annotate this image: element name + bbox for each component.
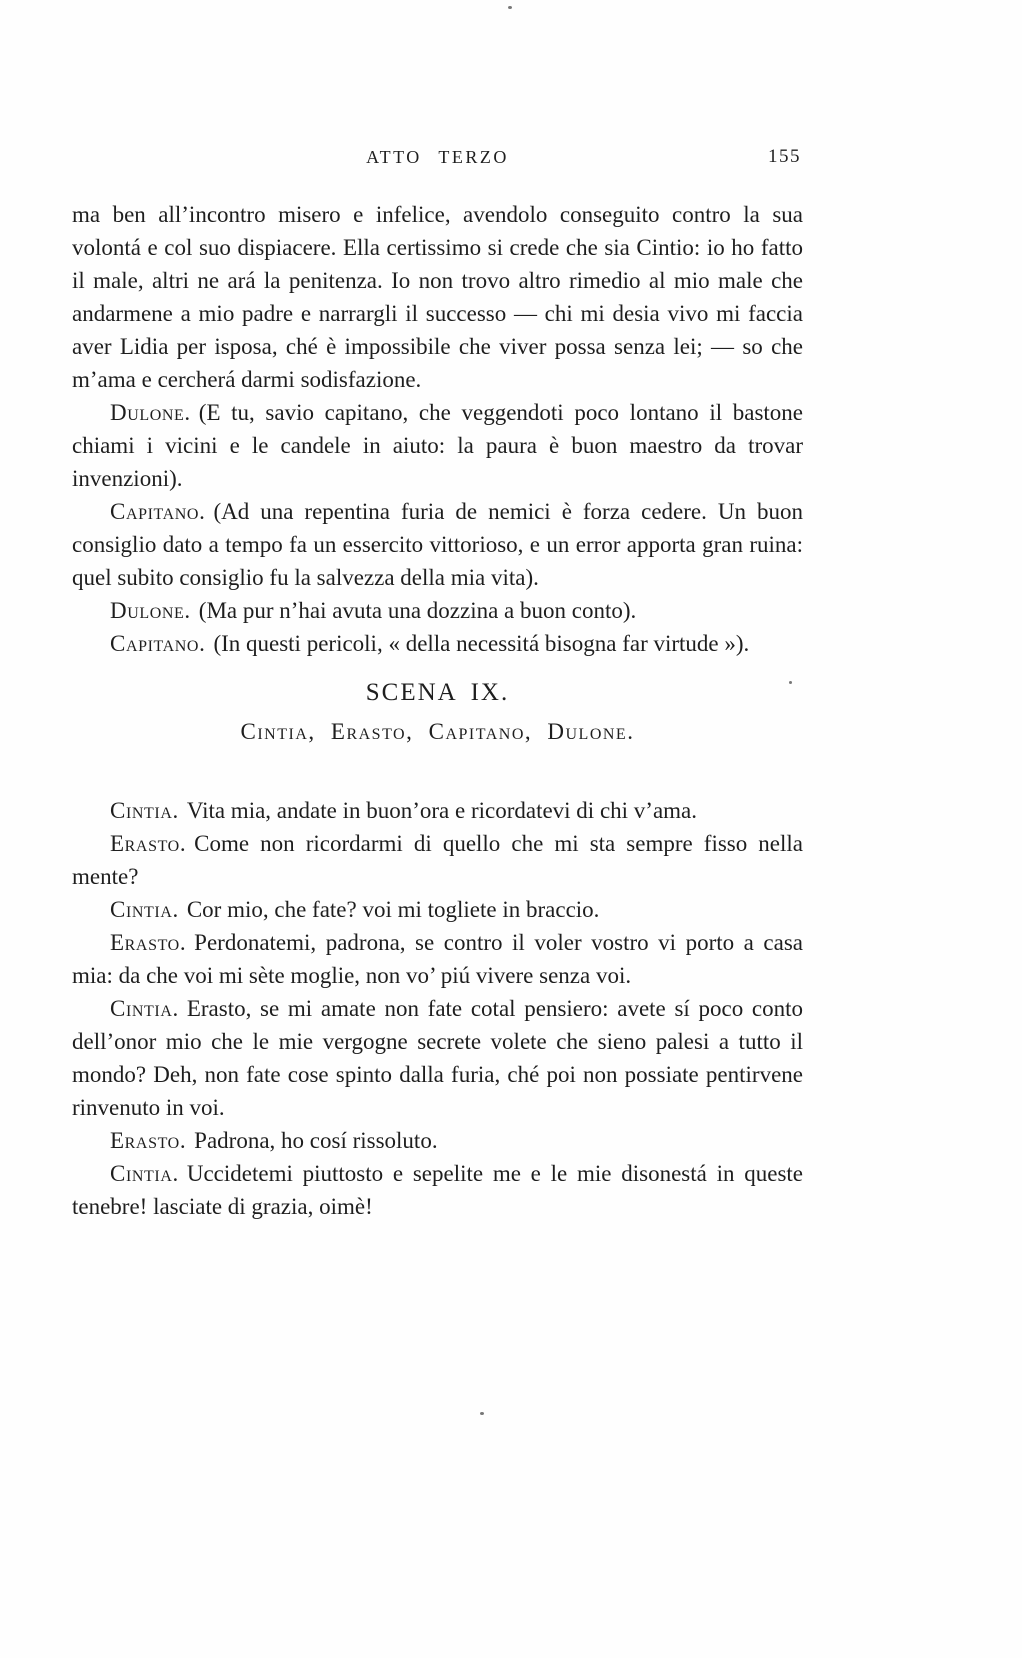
dialogue-paragraph bbox=[72, 627, 803, 660]
speech-text: (In questi pericoli, « della necessitá bisogna far virtude »). bbox=[213, 631, 750, 656]
speech-text: Erasto, se mi amate non fate cotal pensiero: avete sí poco conto dell’onor mio che le mie vergogne secrete volete che sieno palesi a tutto il mondo? Deh, non fate cose spinto dalla furia, ché poi non possiate pentirvene rinvenuto in voi. bbox=[72, 996, 803, 1120]
act-title: ATTO TERZO bbox=[366, 147, 509, 167]
speech-text: Uccidetemi piuttosto e sepelite me e le mie disonestá in queste tenebre! lasciate di grazia, oimè! bbox=[72, 1161, 803, 1219]
speech-text: Vita mia, andate in buon’ora e ricordatevi di chi v’ama. bbox=[186, 798, 698, 823]
speaker-name: Erasto. bbox=[110, 1128, 187, 1153]
speech-text: (Ma pur n’hai avuta una dozzina a buon conto). bbox=[198, 598, 637, 623]
speech-text: ma ben all’incontro misero e infelice, avendolo conseguito contro la sua volontá e col suo dispiacere. Ella certissimo si crede che sia Cintio: io ho fatto il male, altri ne ará la penitenza. Io non trovo altro rimedio al mio male che andarmene a mio padre e narrargli il successo — chi mi desia vivo mi faccia aver Lidia per isposa, ché è impossibile che viver possa senza lei; — so che m’ama e cercherá darmi sodisfazione. bbox=[72, 202, 803, 392]
page-number: 155 bbox=[768, 146, 801, 167]
dialogue-paragraph bbox=[72, 794, 803, 827]
scene-cast-list: Cintia, Erasto, Capitano, Dulone. bbox=[240, 719, 635, 744]
speaker-name: Capitano. bbox=[110, 631, 206, 656]
speaker-name: Cintia. bbox=[110, 1161, 179, 1186]
dialogue-paragraph bbox=[72, 893, 803, 926]
dialogue-paragraph bbox=[72, 827, 803, 893]
text-column bbox=[72, 147, 803, 1223]
speech-text: Cor mio, che fate? voi mi togliete in braccio. bbox=[186, 897, 600, 922]
dialogue-paragraph bbox=[72, 495, 803, 594]
speech-text: Come non ricordarmi di quello che mi sta sempre fisso nella mente? bbox=[72, 831, 803, 889]
dialogue-paragraph bbox=[72, 594, 803, 627]
speaker-name: Cintia. bbox=[110, 798, 179, 823]
dialogue-paragraph bbox=[72, 992, 803, 1124]
continuation-paragraph bbox=[72, 198, 803, 396]
speaker-name: Dulone. bbox=[110, 400, 191, 425]
speech-text: Perdonatemi, padrona, se contro il voler vostro vi porto a casa mia: da che voi mi sète moglie, non vo’ piú vivere senza voi. bbox=[72, 930, 803, 988]
speaker-name: Erasto. bbox=[110, 831, 187, 856]
speaker-name: Erasto. bbox=[110, 930, 187, 955]
running-header bbox=[72, 147, 803, 167]
scene-heading: SCENA IX. bbox=[365, 679, 510, 706]
dialogue-paragraph bbox=[72, 1157, 803, 1223]
body-text bbox=[72, 198, 803, 1223]
speech-text: (Ad una repentina furia de nemici è forza cedere. Un buon consiglio dato a tempo fa un essercito vittorioso, e un error apporta gran ruina: quel subito consiglio fu la salvezza della mia vita). bbox=[72, 499, 803, 590]
speaker-name: Capitano. bbox=[110, 499, 206, 524]
speaker-name: Dulone. bbox=[110, 598, 191, 623]
dialogue-paragraph bbox=[72, 1124, 803, 1157]
dialogue-paragraph bbox=[72, 396, 803, 495]
print-speck bbox=[480, 1412, 484, 1415]
speech-text: (E tu, savio capitano, che veggendoti poco lontano il bastone chiami i vicini e le candele in aiuto: la paura è buon maestro da trovar invenzioni). bbox=[72, 400, 803, 491]
speaker-name: Cintia. bbox=[110, 897, 179, 922]
print-speck bbox=[508, 6, 512, 9]
dialogue-paragraph bbox=[72, 926, 803, 992]
speaker-name: Cintia. bbox=[110, 996, 179, 1021]
speech-text: Padrona, ho cosí rissoluto. bbox=[194, 1128, 438, 1153]
